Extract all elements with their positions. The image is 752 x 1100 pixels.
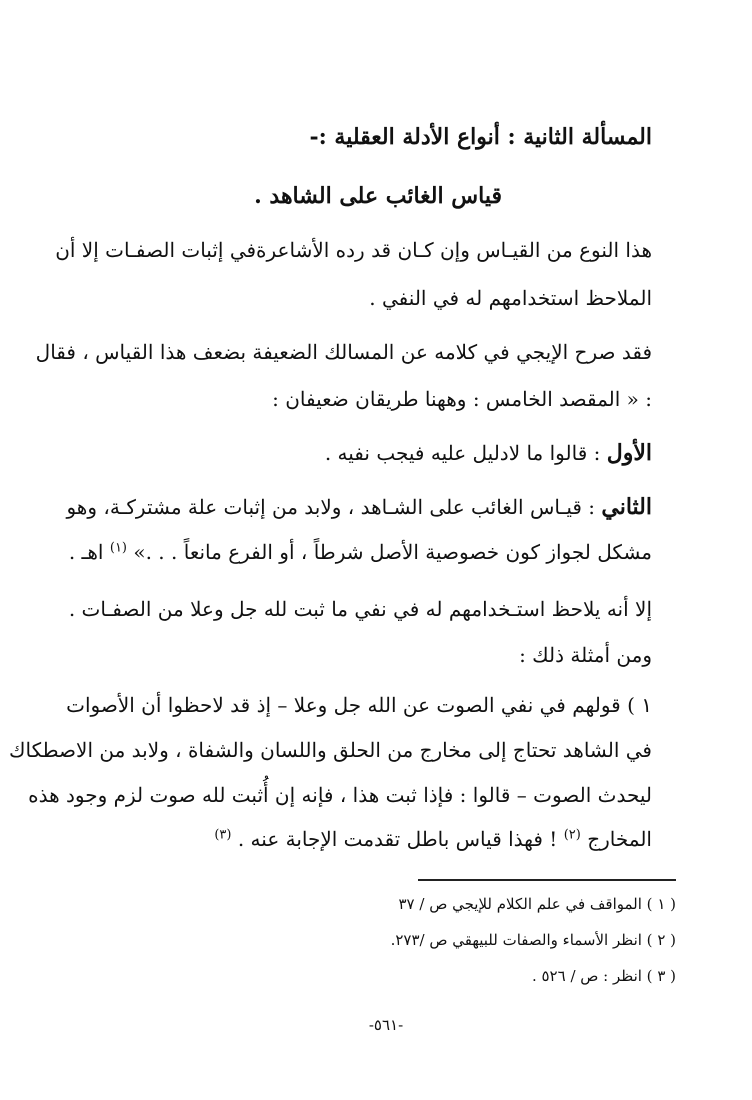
paragraph-1-line-2: الملاحظ استخدامهم له في النفي .	[369, 286, 652, 310]
paragraph-5-line-1: إلا أنه يلاحظ استـخدامهم له في نفي ما ثبت لله جل وعلا من الصفـات .	[68, 597, 652, 621]
footnote-1: ( ١ ) المواقف في علم الكلام للإيجي ص / ٣٧	[398, 895, 676, 913]
paragraph-4-line-2	[69, 537, 652, 567]
paragraph-6-line-3: ليحدث الصوت – قالوا : فإذا ثبت هذا ، فإنه إن أُثبت لله صوت لزم وجود هذه	[28, 783, 652, 807]
paragraph-6-line-2: في الشاهد تحتاج إلى مخارج من الحلق واللسان والشفاة ، ولابد من الاصطكاك	[9, 738, 652, 762]
section-subtitle: قياس الغائب على الشاهد .	[254, 183, 502, 209]
footnote-ref-2: (٢)	[563, 827, 581, 843]
footnote-divider	[418, 879, 676, 881]
paragraph-3	[325, 438, 652, 468]
paragraph-6-line-1: ١ ) قولهم في نفي الصوت عن الله جل وعلا – إذ قد لاحظوا أن الأصوات	[66, 693, 652, 717]
paragraph-4-line-1	[66, 492, 652, 522]
conclusion-text: ! فهذا قياس باطل تقدمت الإجابة عنه .	[237, 827, 558, 851]
footnote-3: ( ٣ ) انظر : ص / ٥٢٦ .	[531, 967, 676, 985]
first-text: : قالوا ما لادليل عليه فيجب نفيه .	[324, 441, 601, 465]
paragraph-5-line-2: ومن أمثلة ذلك :	[519, 643, 652, 667]
footnote-ref-1: (١)	[109, 540, 127, 556]
second-text: : قيـاس الغائب على الشـاهد ، ولابد من إثبات علة مشتركـة، وهو	[66, 495, 596, 519]
page-number: -٥٦١-	[368, 1016, 404, 1034]
section-title: المسألة الثانية : أنواع الأدلة العقلية :-	[309, 124, 652, 150]
paragraph-6-line-4	[214, 824, 652, 854]
second-label: الثاني	[601, 494, 652, 520]
paragraph-1-line-1: هذا النوع من القيـاس وإن كـان قد رده الأشاعرةفي إثبات الصفـات إلا أن	[55, 238, 652, 262]
footnote-2: ( ٢ ) انظر الأسماء والصفات للبيهقي ص /٢٧٣.	[390, 931, 676, 949]
quote-end-marker: اهـ .	[68, 540, 104, 564]
first-label: الأول	[606, 440, 652, 466]
paragraph-2-line-2: : « المقصد الخامس : وههنا طريقان ضعيفان :	[272, 387, 652, 411]
footnote-ref-3: (٣)	[214, 827, 232, 843]
outlets-word: المخارج	[587, 827, 652, 851]
quote-end-text: مشكل لجواز كون خصوصية الأصل شرطاً ، أو الفرع مانعاً . . .»	[133, 540, 652, 564]
paragraph-2-line-1: فقد صرح الإيجي في كلامه عن المسالك الضعيفة بضعف هذا القياس ، فقال	[35, 340, 652, 364]
